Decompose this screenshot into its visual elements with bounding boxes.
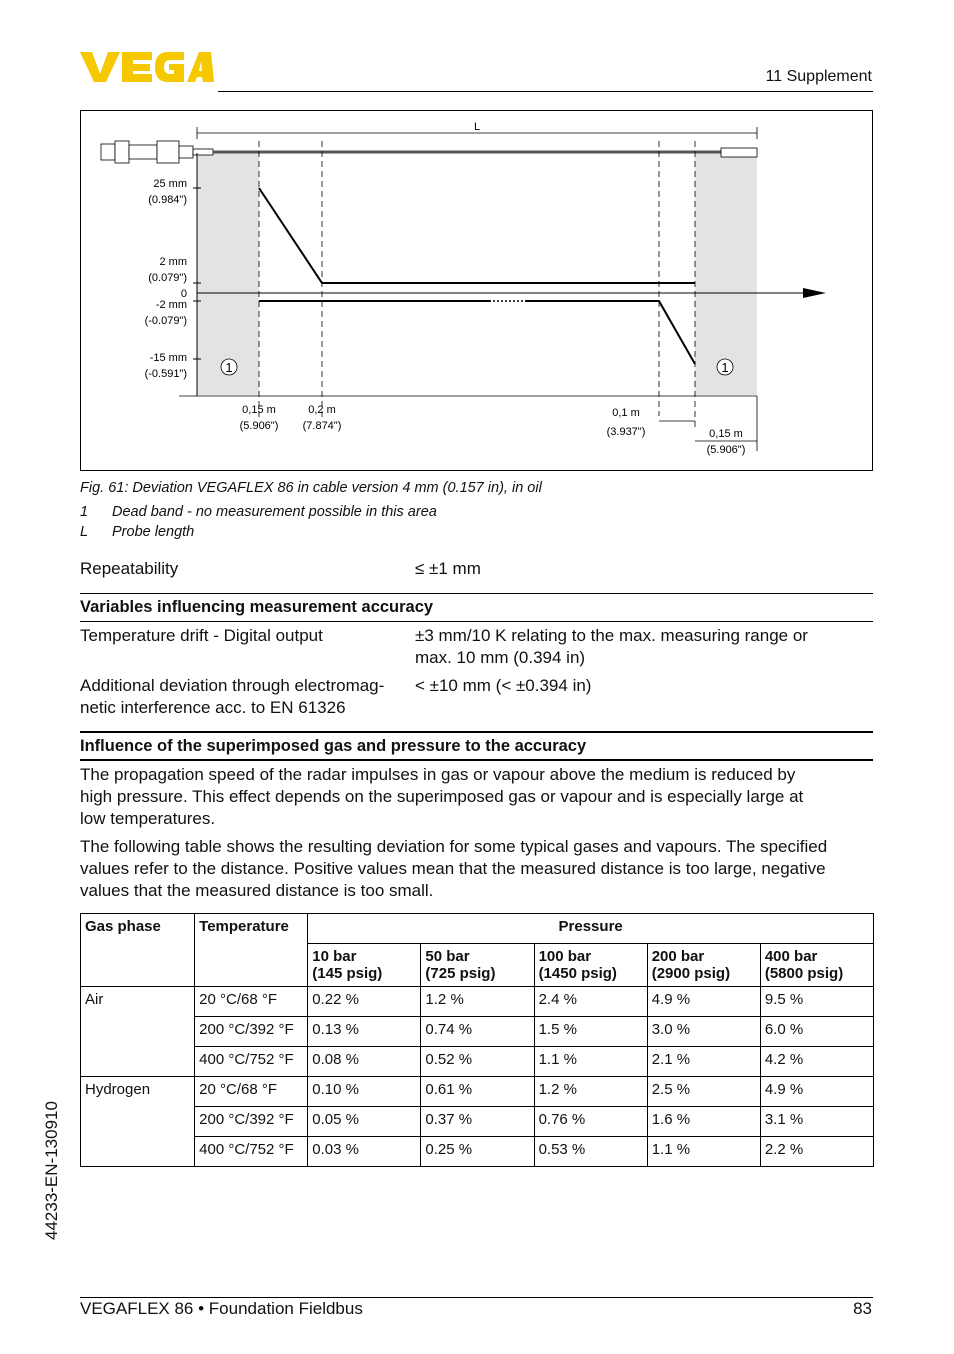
- probe-weight: [721, 148, 757, 157]
- value-cell: 0.10 %: [308, 1077, 421, 1107]
- value-cell: 0.74 %: [421, 1017, 534, 1047]
- table-row: [81, 1077, 874, 1107]
- header-pressure-400bar: 400 bar (5800 psig): [760, 944, 873, 987]
- y-label-minus15mm: -15 mm: [149, 352, 187, 364]
- influence-para1-line1: The propagation speed of the radar impulses in gas or vapour above the medium is reduced by: [80, 765, 796, 784]
- value-cell: 0.25 %: [421, 1137, 534, 1167]
- value-cell: 1.6 %: [647, 1107, 760, 1137]
- deviation-lower-end: [525, 301, 695, 364]
- value-cell: 4.9 %: [760, 1077, 873, 1107]
- value-cell: 1.5 %: [534, 1017, 647, 1047]
- value-cell: 0.76 %: [534, 1107, 647, 1137]
- influence-heading: Influence of the superimposed gas and pressure to the accuracy: [80, 737, 587, 755]
- value-cell: 0.61 %: [421, 1077, 534, 1107]
- header-pressure-50bar: 50 bar (725 psig): [421, 944, 534, 987]
- influence-para2-line2: values refer to the distance. Positive values mean that the measured distance is too large, negative: [80, 859, 826, 878]
- header-pressure: Pressure: [308, 914, 874, 944]
- table-row: [81, 1017, 874, 1047]
- y-label-minus15mm-inch: (-0.591"): [144, 368, 187, 380]
- influence-rule-bottom: [80, 759, 873, 761]
- value-cell: 2.1 %: [647, 1047, 760, 1077]
- y-label-minus2mm-inch: (-0.079"): [144, 315, 187, 327]
- x-axis-arrow: [803, 288, 826, 298]
- table-row: [81, 1137, 874, 1167]
- value-cell: 4.2 %: [760, 1047, 873, 1077]
- table-row: [81, 1047, 874, 1077]
- value-cell: 2.5 %: [647, 1077, 760, 1107]
- value-cell: 2.4 %: [534, 987, 647, 1017]
- value-cell: 0.13 %: [308, 1017, 421, 1047]
- influence-para1-line3: low temperatures.: [80, 809, 216, 828]
- influence-para1-line2: high pressure. This effect depends on the superimposed gas or vapour and is especially large at: [80, 787, 804, 806]
- influence-rule-top: [80, 731, 873, 733]
- x-label-01m-inch: (3.937"): [606, 426, 646, 438]
- value-cell: 0.08 %: [308, 1047, 421, 1077]
- repeatability-value: ≤ ±1 mm: [415, 559, 481, 578]
- table-row: [81, 987, 874, 1017]
- value-cell: 1.2 %: [534, 1077, 647, 1107]
- header-pressure-100bar: 100 bar (1450 psig): [534, 944, 647, 987]
- header-pressure-200bar: 200 bar (2900 psig): [647, 944, 760, 987]
- value-cell: 3.1 %: [760, 1107, 873, 1137]
- temp-cell: 20 °C/68 °F: [195, 987, 308, 1017]
- temp-cell: 20 °C/68 °F: [195, 1077, 308, 1107]
- value-cell: 1.1 %: [647, 1137, 760, 1167]
- legend-text-L: Probe length: [112, 524, 195, 540]
- repeatability-label: Repeatability: [80, 559, 179, 578]
- temp-cell: 400 °C/752 °F: [195, 1047, 308, 1077]
- x-label-01m: 0,1 m: [612, 407, 640, 419]
- value-cell: 4.9 %: [647, 987, 760, 1017]
- header-pressure-10bar: 10 bar (145 psig): [308, 944, 421, 987]
- value-cell: 6.0 %: [760, 1017, 873, 1047]
- emc-deviation-label-1: Additional deviation through electromag-: [80, 676, 385, 695]
- value-cell: 0.37 %: [421, 1107, 534, 1137]
- header-rule: [218, 91, 873, 92]
- marker-right-label: 1: [721, 360, 729, 375]
- value-cell: 1.1 %: [534, 1047, 647, 1077]
- table-row: [81, 1107, 874, 1137]
- value-cell: 1.2 %: [421, 987, 534, 1017]
- gas-cell-hydrogen: Hydrogen: [81, 1077, 195, 1167]
- value-cell: 3.0 %: [647, 1017, 760, 1047]
- header-gas-phase: Gas phase: [81, 914, 195, 987]
- vega-logo: [80, 50, 214, 84]
- value-cell: 0.53 %: [534, 1137, 647, 1167]
- temperature-drift-label: Temperature drift - Digital output: [80, 626, 323, 645]
- value-cell: 2.2 %: [760, 1137, 873, 1167]
- header-temperature: Temperature: [195, 914, 308, 987]
- value-cell: 0.05 %: [308, 1107, 421, 1137]
- deviation-diagram: [81, 111, 872, 470]
- y-label-25mm-inch: (0.984"): [148, 194, 187, 206]
- x-label-015m: 0,15 m: [242, 404, 276, 416]
- variables-rule-top: [80, 593, 873, 594]
- temp-cell: 200 °C/392 °F: [195, 1017, 308, 1047]
- value-cell: 9.5 %: [760, 987, 873, 1017]
- y-label-minus2mm: -2 mm: [155, 299, 187, 311]
- y-label-25mm: 25 mm: [153, 178, 187, 190]
- legend-key-1: 1: [80, 504, 89, 520]
- value-cell: 0.03 %: [308, 1137, 421, 1167]
- y-label-2mm-inch: (0.079"): [148, 272, 187, 284]
- legend-text-1: Dead band - no measurement possible in this area: [112, 504, 437, 520]
- emc-deviation-value: < ±10 mm (< ±0.394 in): [415, 676, 592, 695]
- document-id: 44233-EN-130910: [42, 1101, 61, 1240]
- emc-deviation-label-2: netic interference acc. to EN 61326: [80, 698, 346, 717]
- temp-cell: 400 °C/752 °F: [195, 1137, 308, 1167]
- probe-icon: [101, 141, 213, 163]
- footer-rule: [80, 1297, 873, 1298]
- y-label-2mm: 2 mm: [159, 256, 187, 268]
- x-label-015m-end-inch: (5.906"): [706, 444, 746, 456]
- length-label: L: [473, 121, 481, 133]
- gas-pressure-table: [80, 913, 874, 1167]
- figure-caption: Fig. 61: Deviation VEGAFLEX 86 in cable version 4 mm (0.157 in), in oil: [80, 480, 542, 496]
- deviation-upper: [259, 188, 581, 283]
- x-label-02m-inch: (7.874"): [302, 420, 342, 432]
- influence-para2-line3: values that the measured distance is too small.: [80, 881, 434, 900]
- temperature-drift-value-1: ±3 mm/10 K relating to the max. measuring range or: [415, 626, 808, 645]
- value-cell: 0.52 %: [421, 1047, 534, 1077]
- value-cell: 0.22 %: [308, 987, 421, 1017]
- variables-heading: Variables influencing measurement accuracy: [80, 598, 434, 616]
- section-title: 11 Supplement: [765, 68, 872, 85]
- temperature-drift-value-2: max. 10 mm (0.394 in): [415, 648, 586, 667]
- page-number: 83: [853, 1299, 872, 1318]
- gas-cell-air: Air: [81, 987, 195, 1077]
- x-label-015m-inch: (5.906"): [239, 420, 279, 432]
- y-label-zero: 0: [180, 288, 187, 300]
- x-label-02m: 0,2 m: [308, 404, 336, 416]
- temp-cell: 200 °C/392 °F: [195, 1107, 308, 1137]
- footer-product: VEGAFLEX 86 • Foundation Fieldbus: [80, 1299, 363, 1318]
- variables-rule-bottom: [80, 621, 873, 622]
- x-label-015m-end: 0,15 m: [709, 428, 743, 440]
- marker-left-label: 1: [225, 360, 233, 375]
- figure-frame: [80, 110, 873, 471]
- influence-para2-line1: The following table shows the resulting deviation for some typical gases and vapours. The specified: [80, 837, 828, 856]
- legend-key-L: L: [80, 524, 89, 540]
